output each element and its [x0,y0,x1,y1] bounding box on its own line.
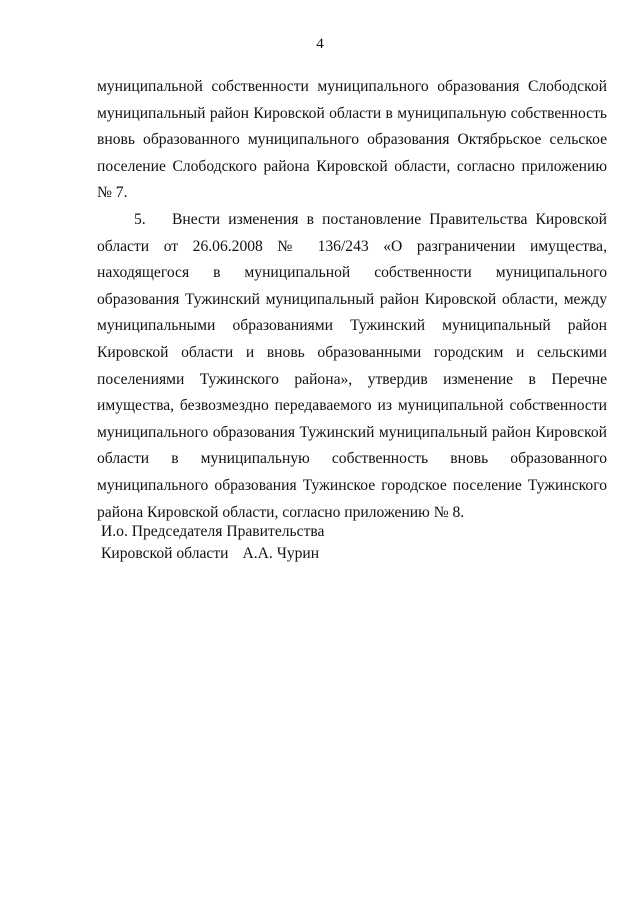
paragraph-5-text: Внести изменения в постановление Правительства Кировской области от 26.06.2008 № 136/243 «О разграничении имущества, находящегося в муниципальной собственности муниципального образования Тужинский муниципальный район Кировской области, между муниципальными образованиями Тужинский муниципальный район Кировской области и вновь образованными городским и сельскими поселениями Тужинского района», утвердив изменение в Перечне имущества, безвозмездно передаваемого из муниципальной собственности муниципального образования Тужинский муниципальный район Кировской области в муниципальную собственность вновь образованного муниципального образования Тужинское городское поселение Тужинского района Кировской области, согласно приложению № 8. [97,210,607,521]
signatory-position-line2-row [101,543,324,565]
signature-block [101,521,324,565]
signatory-name: А.А. Чурин [242,545,320,562]
document-body [97,74,607,526]
signatory-position-line1: И.о. Председателя Правительства [101,523,325,540]
signatory-position-line2: Кировской области [101,545,229,562]
page-number: 4 [316,36,324,52]
paragraph-5-number: 5. [134,210,146,228]
paragraph-5 [97,207,607,526]
continuation-paragraph: муниципальной собственности муниципального образования Слободской муниципальный район Кировской области в муниципальную собственность вновь образованного муниципального образования Октябрьское сельское поселение Слободского района Кировской области, согласно приложению № 7. [97,78,607,202]
